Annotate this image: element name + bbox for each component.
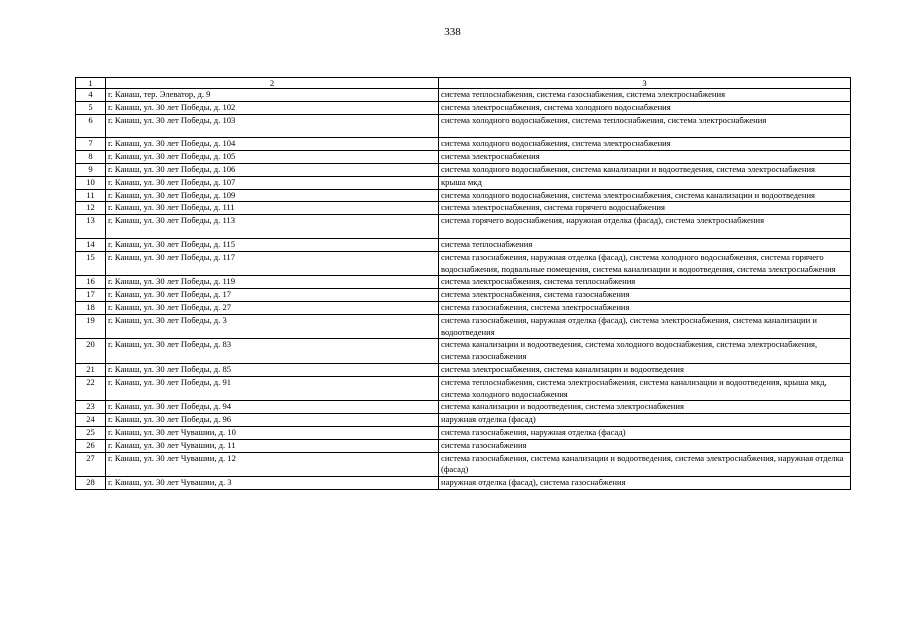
table-body [76,89,851,490]
address-cell: г. Канаш, ул. 30 лет Победы, д. 94 [106,401,439,414]
table-row [76,289,851,302]
row-number-cell: 4 [76,89,106,102]
row-number-cell: 20 [76,339,106,364]
table-row [76,114,851,138]
column-header-3: 3 [439,78,851,89]
row-number-cell: 14 [76,238,106,251]
systems-cell: система холодного водоснабжения, система электроснабжения, система канализации и водоотведения [439,189,851,202]
systems-cell: система газоснабжения, наружная отделка (фасад), система электроснабжения, система канализации и водоотведения [439,314,851,339]
table-row [76,189,851,202]
table-row [76,426,851,439]
address-cell: г. Канаш, ул. 30 лет Победы, д. 96 [106,414,439,427]
table-row [76,314,851,339]
table-row [76,414,851,427]
row-number-cell: 8 [76,151,106,164]
table-row [76,176,851,189]
address-cell: г. Канаш, ул. 30 лет Чувашии, д. 3 [106,477,439,490]
row-number-cell: 7 [76,138,106,151]
address-cell: г. Канаш, ул. 30 лет Победы, д. 3 [106,314,439,339]
table-row [76,401,851,414]
table-row [76,101,851,114]
row-number-cell: 9 [76,163,106,176]
table-row [76,301,851,314]
address-cell: г. Канаш, ул. 30 лет Победы, д. 113 [106,215,439,239]
row-number-cell: 16 [76,276,106,289]
address-cell: г. Канаш, ул. 30 лет Победы, д. 109 [106,189,439,202]
systems-cell: система холодного водоснабжения, система электроснабжения [439,138,851,151]
table-row [76,339,851,364]
row-number-cell: 5 [76,101,106,114]
row-number-cell: 26 [76,439,106,452]
address-cell: г. Канаш, ул. 30 лет Чувашии, д. 10 [106,426,439,439]
systems-cell: наружная отделка (фасад), система газоснабжения [439,477,851,490]
table-row [76,138,851,151]
systems-cell: система газоснабжения, система канализации и водоотведения, система электроснабжения, наружная отделка (фасад) [439,452,851,477]
systems-cell: система электроснабжения [439,151,851,164]
address-cell: г. Канаш, ул. 30 лет Победы, д. 105 [106,151,439,164]
address-cell: г. Канаш, ул. 30 лет Победы, д. 103 [106,114,439,138]
systems-cell: крыша мкд [439,176,851,189]
table-row [76,202,851,215]
building-systems-table [75,77,851,490]
address-cell: г. Канаш, ул. 30 лет Победы, д. 107 [106,176,439,189]
systems-cell: система холодного водоснабжения, система теплоснабжения, система электроснабжения [439,114,851,138]
table-row [76,439,851,452]
row-number-cell: 11 [76,189,106,202]
systems-cell: система теплоснабжения, система газоснабжения, система электроснабжения [439,89,851,102]
address-cell: г. Канаш, ул. 30 лет Победы, д. 106 [106,163,439,176]
systems-cell: система газоснабжения [439,439,851,452]
row-number-cell: 12 [76,202,106,215]
page-number: 338 [444,26,461,38]
address-cell: г. Канаш, ул. 30 лет Победы, д. 27 [106,301,439,314]
table-row [76,238,851,251]
row-number-cell: 19 [76,314,106,339]
address-cell: г. Канаш, ул. 30 лет Победы, д. 104 [106,138,439,151]
table-row [76,477,851,490]
systems-cell: система электроснабжения, система холодного водоснабжения [439,101,851,114]
systems-cell: система электроснабжения, система теплоснабжения [439,276,851,289]
systems-cell: система горячего водоснабжения, наружная отделка (фасад), система электроснабжения [439,215,851,239]
row-number-cell: 25 [76,426,106,439]
table-row [76,89,851,102]
table-row [76,363,851,376]
table-header-row [76,78,851,89]
row-number-cell: 21 [76,363,106,376]
address-cell: г. Канаш, ул. 30 лет Чувашии, д. 12 [106,452,439,477]
table-row [76,163,851,176]
table-row [76,151,851,164]
systems-cell: наружная отделка (фасад) [439,414,851,427]
systems-cell: система теплоснабжения [439,238,851,251]
address-cell: г. Канаш, ул. 30 лет Победы, д. 111 [106,202,439,215]
row-number-cell: 28 [76,477,106,490]
systems-cell: система газоснабжения, наружная отделка (фасад) [439,426,851,439]
systems-cell: система канализации и водоотведения, система электроснабжения [439,401,851,414]
table-row [76,452,851,477]
systems-cell: система электроснабжения, система горячего водоснабжения [439,202,851,215]
systems-cell: система электроснабжения, система канализации и водоотведения [439,363,851,376]
column-header-2: 2 [106,78,439,89]
address-cell: г. Канаш, тер. Элеватор, д. 9 [106,89,439,102]
address-cell: г. Канаш, ул. 30 лет Победы, д. 119 [106,276,439,289]
column-header-1: 1 [76,78,106,89]
systems-cell: система газоснабжения, наружная отделка (фасад), система холодного водоснабжения, система горячего водоснабжения, подвальные помещения, система канализации и водоотведения, система электроснабжения [439,251,851,276]
address-cell: г. Канаш, ул. 30 лет Победы, д. 102 [106,101,439,114]
systems-cell: система газоснабжения, система электроснабжения [439,301,851,314]
row-number-cell: 18 [76,301,106,314]
table-row [76,276,851,289]
systems-cell: система холодного водоснабжения, система канализации и водоотведения, система электроснабжения [439,163,851,176]
table-row [76,215,851,239]
row-number-cell: 17 [76,289,106,302]
row-number-cell: 13 [76,215,106,239]
systems-cell: система теплоснабжения, система электроснабжения, система канализации и водоотведения, крыша мкд, система холодного водоснабжения [439,376,851,401]
row-number-cell: 22 [76,376,106,401]
table-row [76,376,851,401]
systems-cell: система электроснабжения, система газоснабжения [439,289,851,302]
table-row [76,251,851,276]
address-cell: г. Канаш, ул. 30 лет Победы, д. 83 [106,339,439,364]
address-cell: г. Канаш, ул. 30 лет Победы, д. 85 [106,363,439,376]
address-cell: г. Канаш, ул. 30 лет Победы, д. 91 [106,376,439,401]
row-number-cell: 15 [76,251,106,276]
address-cell: г. Канаш, ул. 30 лет Чувашии, д. 11 [106,439,439,452]
address-cell: г. Канаш, ул. 30 лет Победы, д. 17 [106,289,439,302]
row-number-cell: 27 [76,452,106,477]
row-number-cell: 23 [76,401,106,414]
address-cell: г. Канаш, ул. 30 лет Победы, д. 115 [106,238,439,251]
row-number-cell: 10 [76,176,106,189]
systems-cell: система канализации и водоотведения, система холодного водоснабжения, система электроснабжения, система газоснабжения [439,339,851,364]
row-number-cell: 24 [76,414,106,427]
row-number-cell: 6 [76,114,106,138]
address-cell: г. Канаш, ул. 30 лет Победы, д. 117 [106,251,439,276]
